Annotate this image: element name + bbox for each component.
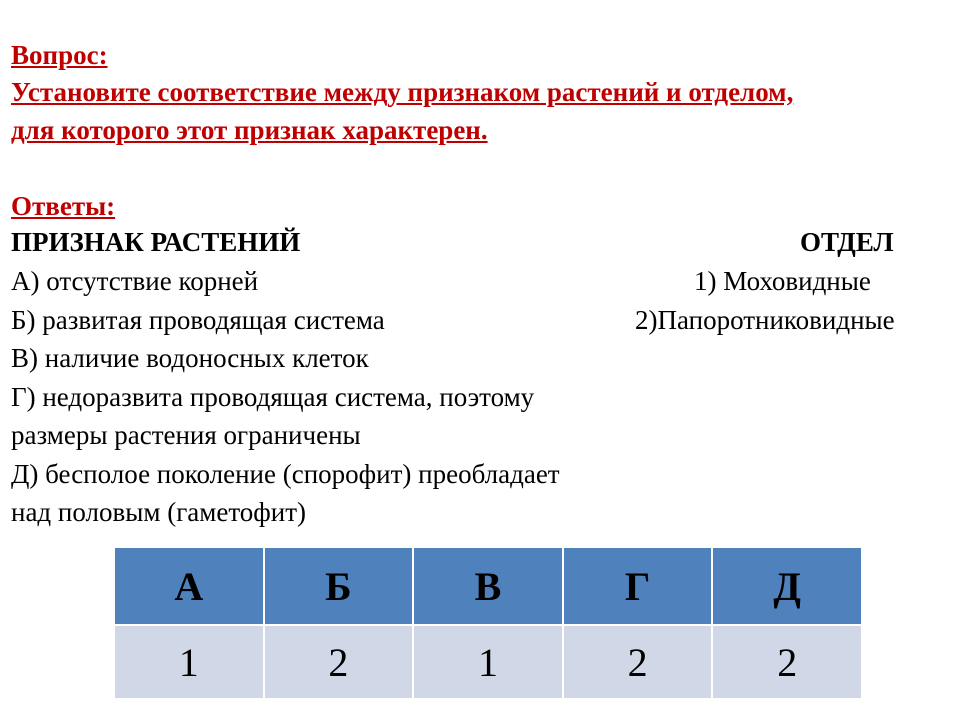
- header-cell-b: Б: [264, 547, 414, 625]
- value-cell-g: 2: [563, 625, 713, 699]
- answer-table-header-row: [114, 547, 862, 625]
- header-cell-d: Д: [712, 547, 862, 625]
- question-line-1: Установите соответствие между признаком растений и отделом,: [11, 77, 794, 107]
- feature-item-g-cont: размеры растения ограничены: [11, 420, 361, 450]
- value-cell-b: 2: [264, 625, 414, 699]
- value-cell-a: 1: [114, 625, 264, 699]
- header-cell-v: В: [413, 547, 563, 625]
- answer-table-value-row: [114, 625, 862, 699]
- feature-item-d-cont: над половым (гаметофит): [11, 497, 307, 527]
- question-line-2: для которого этот признак характерен.: [11, 115, 488, 145]
- feature-item-v: В) наличие водоносных клеток: [11, 343, 369, 373]
- division-item-1: 1) Моховидные: [694, 266, 871, 296]
- value-cell-v: 1: [413, 625, 563, 699]
- division-column-header: ОТДЕЛ: [800, 227, 894, 257]
- header-cell-g: Г: [563, 547, 713, 625]
- feature-column-header: ПРИЗНАК РАСТЕНИЙ: [11, 227, 301, 257]
- feature-item-g: Г) недоразвита проводящая система, поэтому: [11, 382, 535, 412]
- answer-table: [113, 546, 863, 700]
- feature-item-a: А) отсутствие корней: [11, 266, 259, 296]
- header-cell-a: А: [114, 547, 264, 625]
- question-label: Вопрос:: [11, 40, 108, 70]
- division-item-2: 2)Папоротниковидные: [635, 305, 895, 335]
- feature-item-d: Д) бесполое поколение (спорофит) преобладает: [11, 459, 560, 489]
- answers-label: Ответы:: [11, 191, 116, 221]
- feature-item-b: Б) развитая проводящая система: [11, 305, 385, 335]
- value-cell-d: 2: [712, 625, 862, 699]
